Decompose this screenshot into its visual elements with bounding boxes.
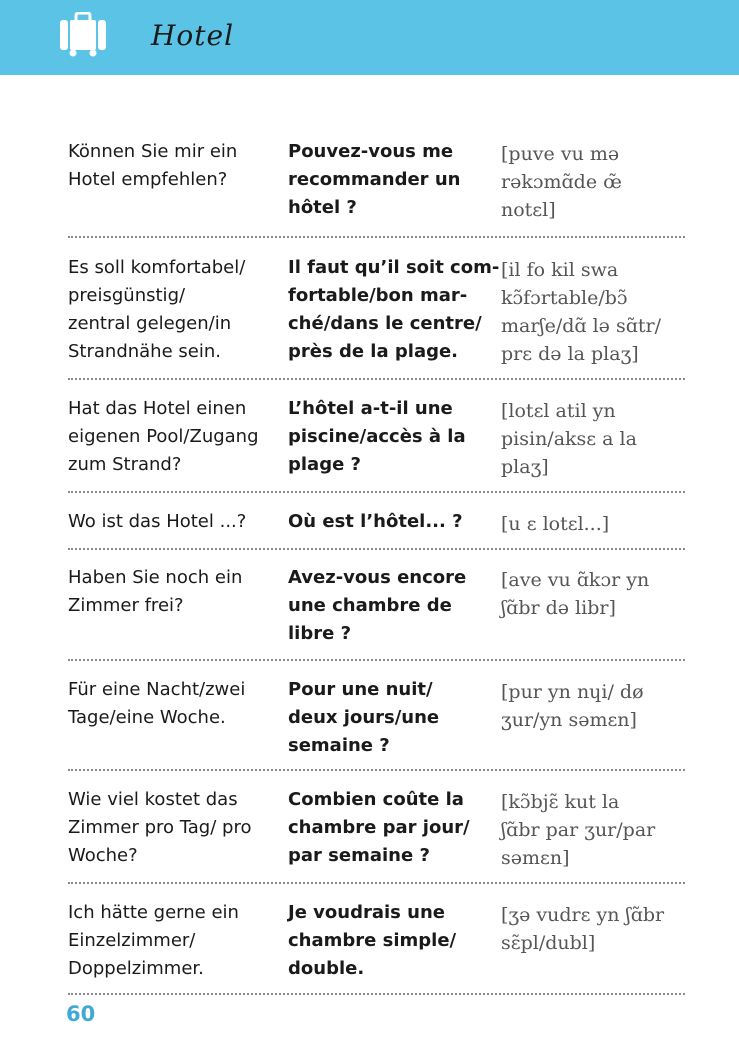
french-phrase: Il faut qu’il soit com- fortable/bon mar- ché/dans le centre/ près de la plage. — [288, 257, 500, 362]
phrase-row — [68, 493, 685, 550]
page-title: Hotel — [151, 19, 235, 52]
phonetic-transcription: [u ɛ lotɛl...] — [501, 513, 610, 535]
page-number: 60 — [66, 1002, 96, 1026]
phrase-row — [68, 238, 685, 380]
german-phrase: Ich hätte gerne ein Einzelzimmer/ Doppelzimmer. — [68, 902, 239, 979]
german-phrase: Es soll komfortabel/ preisgünstig/ zentral gelegen/in Strandnähe sein. — [68, 257, 246, 362]
french-phrase: L’hôtel a-t-il une piscine/accès à la plage ? — [288, 398, 466, 475]
french-phrase: Combien coûte la chambre par jour/ par semaine ? — [288, 789, 470, 866]
phonetic-transcription: [ʒə vudrɛ yn ʃɑ̃br sɛ̃pl/dubl] — [501, 904, 665, 954]
german-phrase: Für eine Nacht/zwei Tage/eine Woche. — [68, 679, 246, 728]
german-phrase: Wie viel kostet das Zimmer pro Tag/ pro Woche? — [68, 789, 252, 866]
phrase-row — [68, 771, 685, 884]
german-phrase: Wo ist das Hotel ...? — [68, 511, 247, 532]
suitcase-icon — [59, 12, 107, 58]
phonetic-transcription: [pur yn nɥi/ dø ʒur/yn səmɛn] — [501, 681, 644, 731]
german-phrase: Können Sie mir ein Hotel empfehlen? — [68, 141, 238, 190]
french-phrase: Pouvez-vous me recommander un hôtel ? — [288, 141, 461, 218]
header-bar — [0, 0, 739, 75]
phrase-table — [68, 138, 685, 995]
french-phrase: Je voudrais une chambre simple/ double. — [288, 902, 457, 979]
phonetic-transcription: [puve vu mə rəkɔmɑ̃de œ̃ notɛl] — [501, 143, 622, 221]
phrase-row — [68, 661, 685, 771]
german-phrase: Haben Sie noch ein Zimmer frei? — [68, 567, 243, 616]
phrase-row — [68, 138, 685, 238]
phonetic-transcription: [kɔ̃bjɛ̃ kut la ʃɑ̃br par ʒur/par səmɛn] — [501, 791, 656, 869]
phonetic-transcription: [ave vu ɑ̃kɔr yn ʃɑ̃br də libr] — [501, 569, 650, 619]
phrase-row — [68, 884, 685, 995]
phonetic-transcription: [lotɛl atil yn pisin/aksɛ a la plaʒ] — [501, 400, 637, 478]
phrase-row — [68, 550, 685, 661]
french-phrase: Avez-vous encore une chambre de libre ? — [288, 567, 467, 644]
phrase-row — [68, 380, 685, 493]
phonetic-transcription: [il fo kil swa kɔ̃fɔrtable/bɔ̃ marʃe/dɑ̃ lə sɑ̃tr/ prɛ də la plaʒ] — [501, 259, 661, 365]
french-phrase: Pour une nuit/ deux jours/une semaine ? — [288, 679, 440, 756]
german-phrase: Hat das Hotel einen eigenen Pool/Zugang zum Strand? — [68, 398, 259, 475]
french-phrase: Où est l’hôtel... ? — [288, 511, 463, 532]
